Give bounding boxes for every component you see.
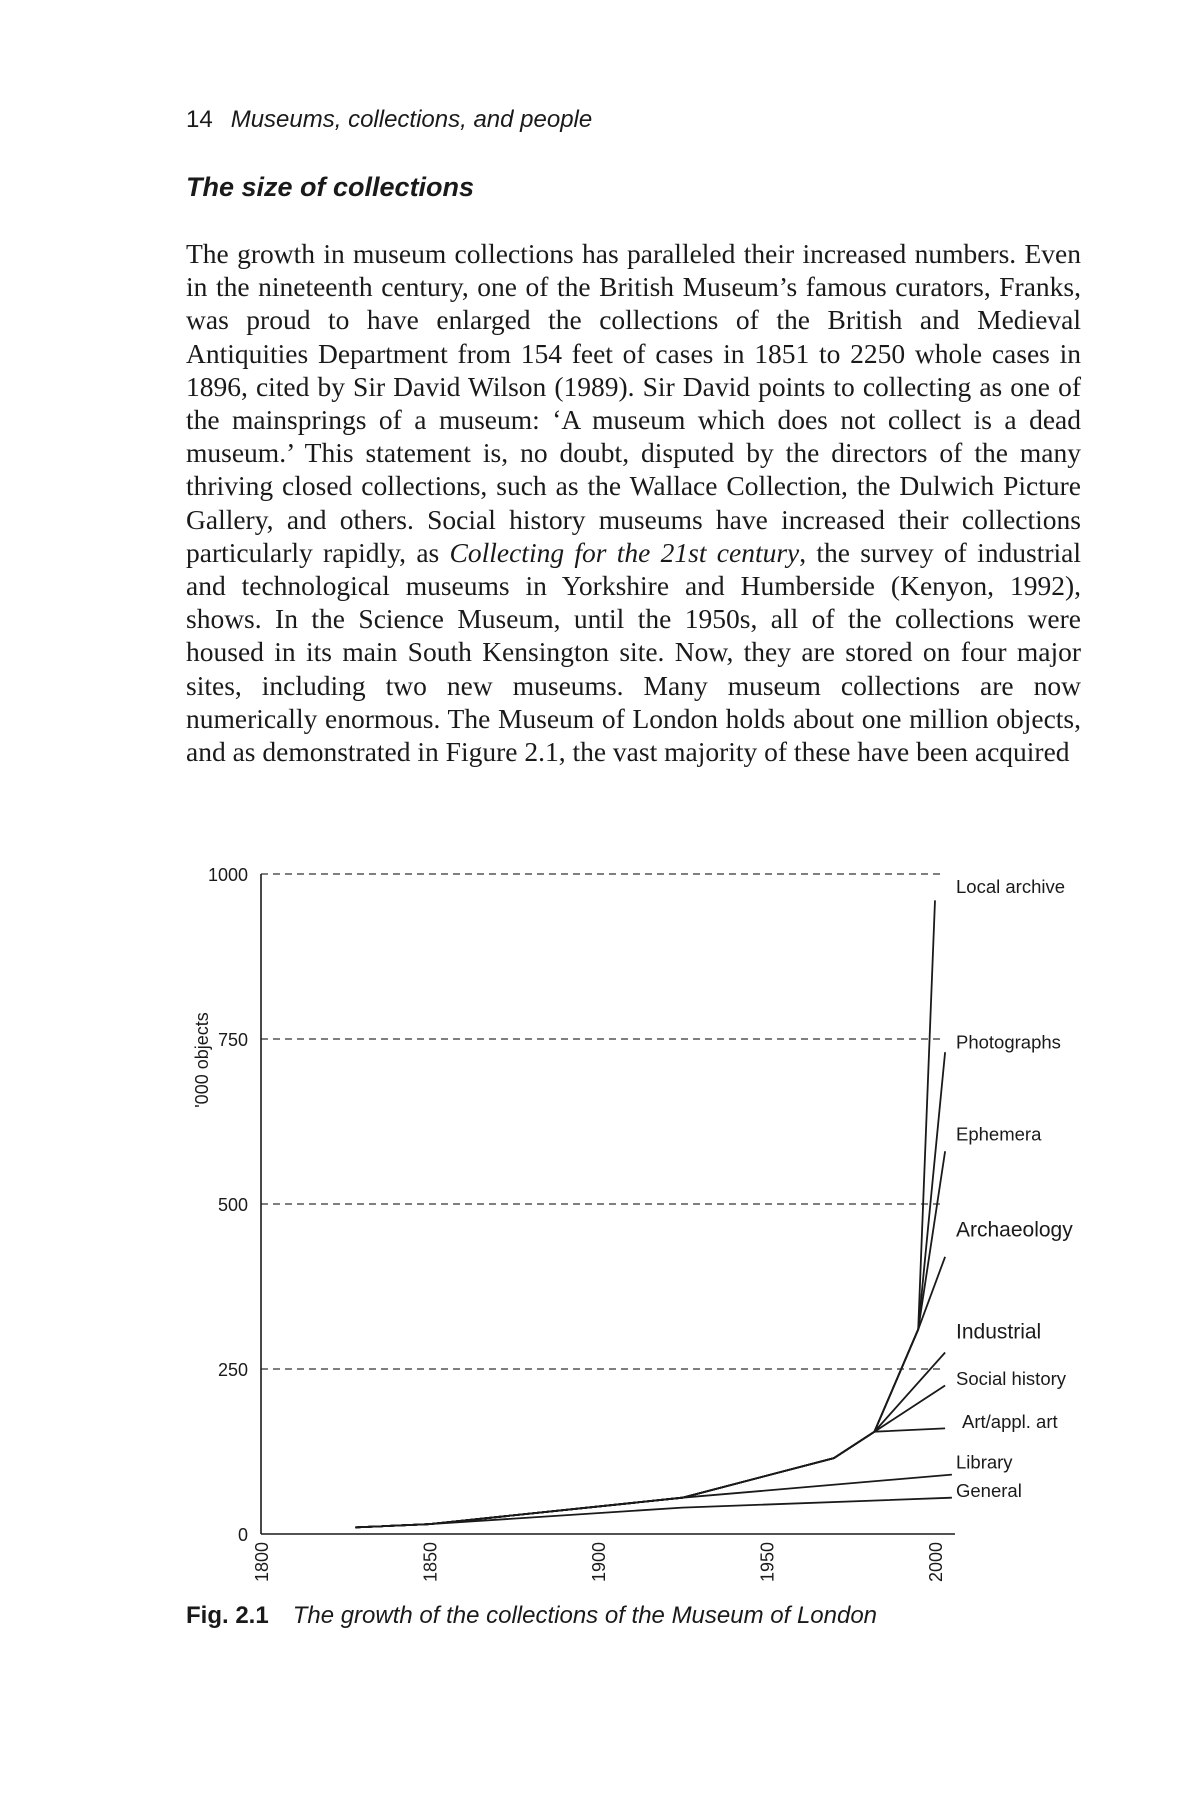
body-text-part-1: The growth in museum collections has paralleled their increased numbers. Even in the nineteenth century, one of the British Museum’s famous curators, Franks, was proud to have enlarged the collections of the British and Medieval Antiquities Department from 154 feet of cases in 1851 to 2250 whole cases in 1896, cited by Sir David Wilson (1989). Sir David points to collecting as one of the mainsprings of a museum: ‘A museum which does not collect is a dead museum.’ This statement is, no doubt, disputed by the directors of the many thriving closed collections, such as the Wallace Collection, the Dulwich Picture Gallery, and others. Social history museums have increased their collections particularly rapidly, as xyxy=(186,238,1081,568)
y-tick-label: 500 xyxy=(217,1195,248,1215)
series-label: Local archive xyxy=(956,876,1066,898)
series-label: General xyxy=(956,1480,1022,1502)
figure-chart xyxy=(0,840,1200,1600)
series-label: Art/appl. art xyxy=(962,1410,1058,1432)
x-tick-label: 1800 xyxy=(252,1542,272,1583)
y-tick-label: 750 xyxy=(217,1030,248,1050)
series-label: Industrial xyxy=(956,1320,1042,1344)
chart-gridlines xyxy=(261,874,945,1369)
series-label: Ephemera xyxy=(956,1123,1042,1145)
y-tick-label: 0 xyxy=(237,1525,248,1545)
series-label: Library xyxy=(956,1451,1013,1473)
chart-ylabel: '000 objects xyxy=(192,1012,212,1108)
body-text-italic-title: Collecting for the 21st century xyxy=(449,536,800,568)
x-tick-label: 1850 xyxy=(420,1542,441,1583)
series-label: Social history xyxy=(956,1367,1067,1389)
figure-caption xyxy=(186,1602,877,1630)
y-tick-label: 250 xyxy=(217,1360,248,1380)
running-title: Museums, collections, and people xyxy=(230,106,593,133)
series-line-photographs xyxy=(355,1052,945,1527)
body-paragraph xyxy=(186,237,1081,768)
series-line-local-archive xyxy=(355,900,935,1527)
series-line-ephemera xyxy=(355,1151,945,1527)
y-tick-label: 1000 xyxy=(207,865,248,885)
running-head xyxy=(186,106,592,134)
x-tick-label: 2000 xyxy=(926,1542,947,1583)
chart-axes xyxy=(208,865,955,1582)
x-tick-label: 1950 xyxy=(757,1542,778,1583)
x-tick-label: 1900 xyxy=(589,1542,610,1583)
series-label: Photographs xyxy=(956,1031,1061,1053)
chart-labels xyxy=(956,876,1073,1501)
figure-caption-text: The growth of the collections of the Museum of London xyxy=(292,1602,878,1629)
chart-series xyxy=(355,900,952,1527)
series-line-archaeology xyxy=(355,1257,945,1528)
series-line-social-history xyxy=(355,1386,945,1528)
body-text-part-3: , the survey of industrial and technological museums in Yorkshire and Humberside (Kenyon, 1992), shows. In the Science Museum, until the 1950s, all of the collections were housed in its main South Kensington site. Now, they are stored on four major sites, including two new museums. Many museum collections are now numerically enormous. The Museum of London holds about one million objects, and as demonstrated in Figure 2.1, the vast majority of these have been acquired xyxy=(186,536,1081,768)
section-title: The size of collections xyxy=(186,172,475,202)
figure-label: Fig. 2.1 xyxy=(186,1602,269,1629)
page-number: 14 xyxy=(186,106,213,133)
series-label: Archaeology xyxy=(956,1218,1073,1242)
